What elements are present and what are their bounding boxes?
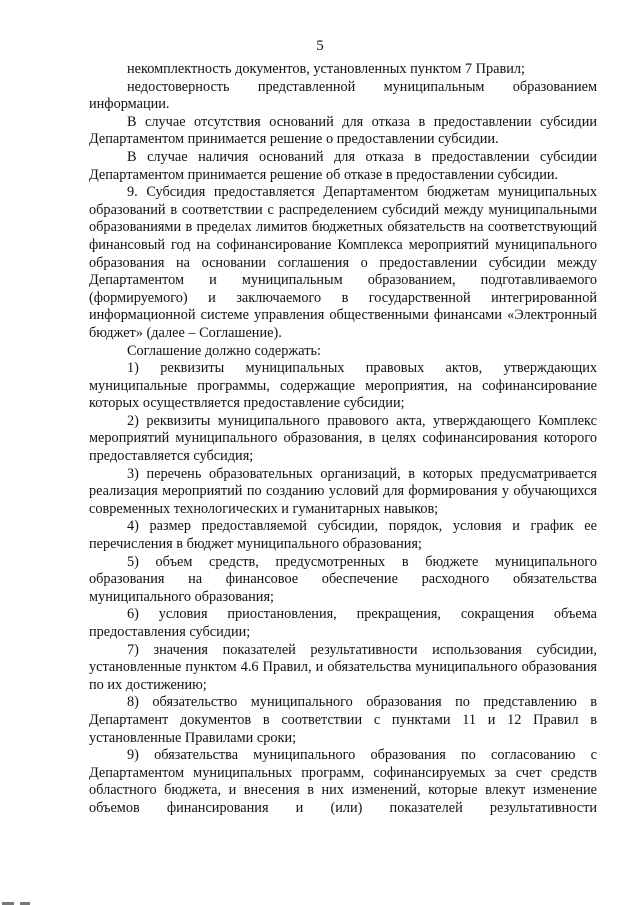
paragraph-agreement-item-6: 6) условия приостановления, прекращения, сокращения объема предоставления субсидии; — [89, 606, 597, 640]
paragraph-agreement-item-4: 4) размер предоставляемой субсидии, порядок, условия и график ее перечисления в бюджет муниципального образования; — [89, 518, 597, 553]
paragraph-agreement-item-2: 2) реквизиты муниципального правового акта, утверждающего Комплекс мероприятий муниципального образования, в целях софинансирования которого предоставляется субсидия; — [89, 412, 597, 465]
paragraph-agreement-intro: Соглашение должно содержать: — [127, 342, 321, 359]
document-body — [89, 61, 597, 818]
paragraph-agreement-item-1: 1) реквизиты муниципальных правовых актов, утверждающих муниципальные программы, содержащие мероприятия, на софинансирование которых осуществляется предоставление субсидии; — [89, 360, 597, 412]
paragraph-agreement-item-7: 7) значения показателей результативности использования субсидии, установленные пунктом 4.6 Правил, и обязательства муниципального образования по их достижению; — [89, 641, 597, 693]
page-number: 5 — [316, 38, 324, 54]
paragraph-agreement-item-9: 9) обязательства муниципального образования по согласованию с Департаментом муниципальных программ, софинансируемых за счет средств областного бюджета, и внесения в них изменений, которые влекут изменение объемов финансирования и (или) показателей результативности — [89, 747, 597, 816]
paragraph-decision-grant: В случае отсутствия оснований для отказа в предоставлении субсидии Департаментом принимается решение о предоставлении субсидии. — [89, 113, 597, 148]
paragraph-agreement-item-5: 5) объем средств, предусмотренных в бюджете муниципального образования на финансовое обеспечение расходного обязательства муниципального образования; — [89, 553, 597, 605]
scan-edge-mark — [0, 899, 40, 905]
paragraph-agreement-item-3: 3) перечень образовательных организаций, в которых предусматривается реализация мероприятий по созданию условий для формирования у обучающихся современных технологических и гуманитарных навыков; — [89, 465, 597, 517]
paragraph-incomplete-documents: некомплектность документов, установленных пунктом 7 Правил; — [127, 61, 525, 77]
paragraph-agreement-item-8: 8) обязательство муниципального образования по представлению в Департамент документов в соответствии с пунктами 11 и 12 Правил в установленные Правилами сроки; — [89, 694, 597, 746]
paragraph-unreliable-information: недостоверность представленной муниципальным образованием информации. — [89, 78, 597, 113]
paragraph-item-9-subsidy: 9. Субсидия предоставляется Департаментом бюджетам муниципальных образований в соответствии с распределением субсидий между муниципальными образованиями в пределах лимитов бюджетных обязательств на соответствующий финансовый год на софинансирование Комплекса мероприятий муниципального образования на основании соглашения о предоставлении субсидии между Департаментом и муниципальным образованием, подготавливаемого (формируемого) и заключаемого в государственной интегрированной информационной системе управления общественными финансами «Электронный бюджет» (далее – Соглашение). — [89, 184, 597, 341]
paragraph-decision-refusal: В случае наличия оснований для отказа в предоставлении субсидии Департаментом принимается решение об отказе в предоставлении субсидии. — [89, 148, 597, 183]
